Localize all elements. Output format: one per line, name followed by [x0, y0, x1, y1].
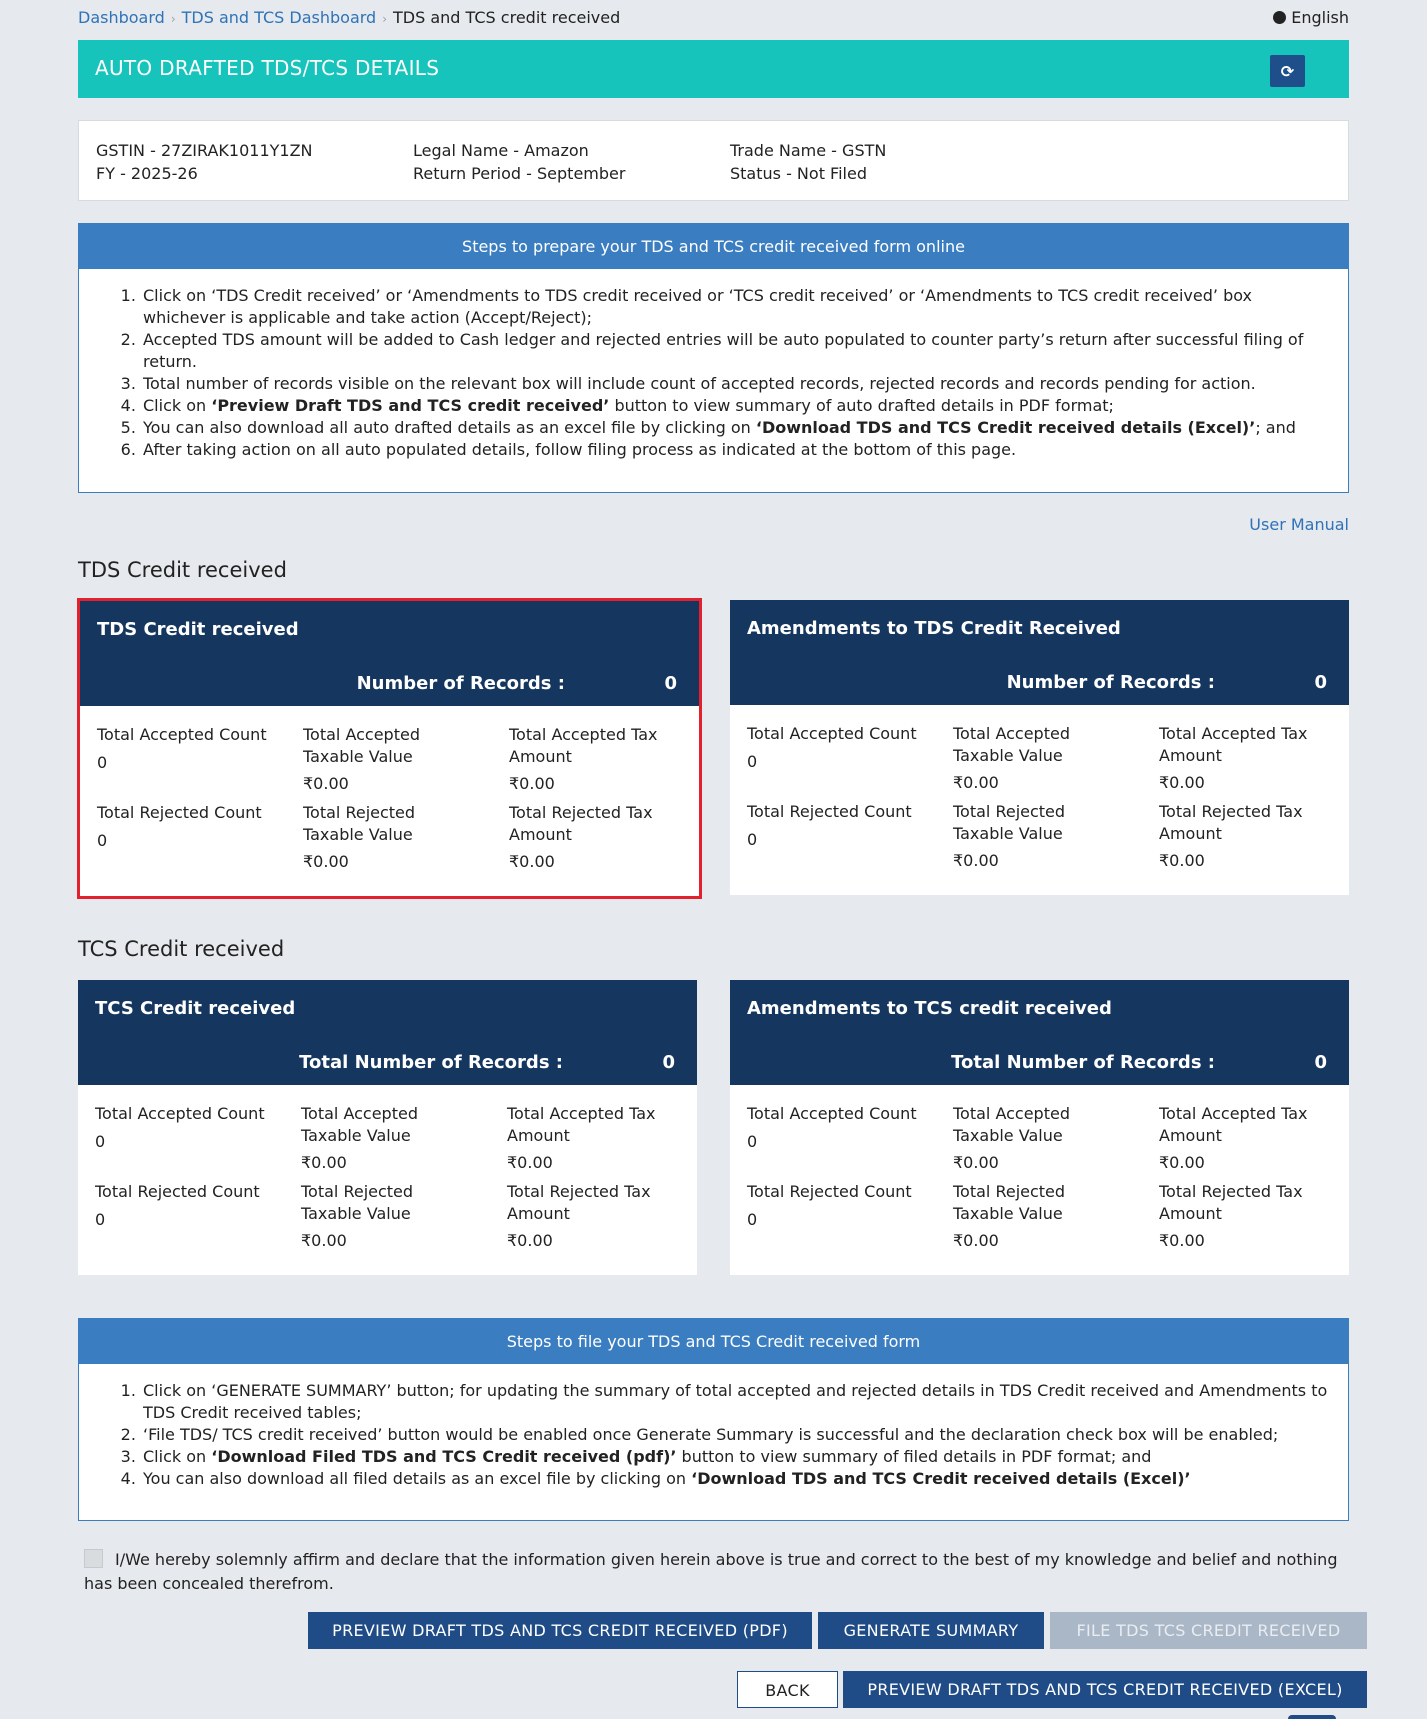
accepted-taxable-value: ₹0.00 — [301, 1153, 347, 1172]
return-period: Return Period - September — [413, 164, 626, 183]
rejected-count-label: Total Rejected Count — [747, 1182, 912, 1201]
records-label: Number of Records : — [356, 673, 565, 694]
rejected-tax-label-2: Amount — [1159, 1204, 1222, 1223]
rejected-tax-value: ₹0.00 — [509, 852, 555, 871]
accepted-count: 0 — [747, 1132, 758, 1151]
tcs-section-title: TCS Credit received — [78, 937, 285, 961]
breadcrumb-tds-tcs-dashboard[interactable]: TDS and TCS Dashboard — [181, 8, 377, 27]
accepted-count: 0 — [747, 752, 758, 771]
accepted-tax-label-1: Total Accepted Tax — [1159, 724, 1308, 743]
accepted-taxable-label-1: Total Accepted — [301, 1104, 418, 1123]
accepted-taxable-label-2: Taxable Value — [953, 1126, 1063, 1145]
file-steps-title: Steps to file your TDS and TCS Credit received form — [79, 1319, 1348, 1364]
rejected-tax-label-1: Total Rejected Tax — [1159, 1182, 1303, 1201]
accepted-taxable-value: ₹0.00 — [303, 774, 349, 793]
file-tds-tcs-button[interactable]: FILE TDS TCS CREDIT RECEIVED — [1050, 1612, 1367, 1649]
accepted-count-label: Total Accepted Count — [97, 725, 267, 744]
rejected-tax-value: ₹0.00 — [1159, 851, 1205, 870]
list-item: 2. ‘File TDS/ TCS credit received’ button would be enabled once Generate Summary is successful and the declaration check box will be enabled; — [141, 1424, 1328, 1446]
list-item: 1. Click on ‘GENERATE SUMMARY’ button; for updating the summary of total accepted and rejected details in TDS Credit received and Amendments to TDS Credit received tables; — [141, 1380, 1328, 1424]
list-item: 1. Click on ‘TDS Credit received’ or ‘Amendments to TDS credit received or ‘TCS credit received’ or ‘Amendments to TCS credit received’ box whichever is applicable and take action (Accept/Reject); — [141, 285, 1328, 329]
rejected-count-label: Total Rejected Count — [95, 1182, 260, 1201]
tds-credit-card[interactable] — [80, 601, 699, 896]
list-item: 5. You can also download all auto drafted details as an excel file by clicking on ‘Download TDS and TCS Credit received details (Excel)’; and — [141, 417, 1328, 439]
rejected-taxable-label-2: Taxable Value — [303, 825, 413, 844]
trade-name: Trade Name - GSTN — [730, 141, 887, 160]
rejected-count-label: Total Rejected Count — [97, 803, 262, 822]
card-title: TCS Credit received — [95, 998, 296, 1019]
accepted-tax-label-1: Total Accepted Tax — [509, 725, 658, 744]
records-count: 0 — [1314, 1052, 1327, 1073]
legal-name: Legal Name - Amazon — [413, 141, 589, 160]
rejected-taxable-label-1: Total Rejected — [953, 802, 1066, 821]
rejected-taxable-label-1: Total Rejected — [953, 1182, 1066, 1201]
rejected-taxable-value: ₹0.00 — [953, 1231, 999, 1250]
list-item: 3. Click on ‘Download Filed TDS and TCS Credit received (pdf)’ button to view summary of filed details in PDF format; and — [141, 1446, 1328, 1468]
tds-amendments-card[interactable] — [730, 600, 1349, 895]
file-steps-panel — [78, 1318, 1349, 1521]
generate-summary-button[interactable]: GENERATE SUMMARY — [818, 1612, 1044, 1649]
accepted-tax-label-2: Amount — [509, 747, 572, 766]
rejected-count: 0 — [97, 831, 108, 850]
refresh-button[interactable] — [1270, 55, 1305, 87]
rejected-taxable-value: ₹0.00 — [953, 851, 999, 870]
language-selector[interactable] — [1273, 8, 1349, 27]
accepted-tax-label-2: Amount — [507, 1126, 570, 1145]
accepted-count-label: Total Accepted Count — [747, 724, 917, 743]
accepted-count: 0 — [97, 753, 108, 772]
preview-draft-pdf-button[interactable]: PREVIEW DRAFT TDS AND TCS CREDIT RECEIVED (PDF) — [308, 1612, 812, 1649]
file-steps-list — [79, 1364, 1348, 1510]
accepted-taxable-label-1: Total Accepted — [953, 1104, 1070, 1123]
prepare-steps-list — [79, 269, 1348, 481]
page-header — [78, 40, 1349, 98]
accepted-tax-value: ₹0.00 — [507, 1153, 553, 1172]
breadcrumb — [78, 8, 1349, 32]
rejected-taxable-label-1: Total Rejected — [303, 803, 416, 822]
user-manual-link[interactable]: User Manual — [1249, 515, 1349, 534]
tcs-credit-card[interactable] — [78, 980, 697, 1275]
tds-section-title: TDS Credit received — [78, 558, 287, 582]
accepted-tax-label-1: Total Accepted Tax — [507, 1104, 656, 1123]
declaration-text: I/We hereby solemnly affirm and declare that the information given herein above is true and correct to the best of my knowledge and belief and nothing has been concealed therefrom. — [84, 1550, 1338, 1593]
list-item: 4. You can also download all filed details as an excel file by clicking on ‘Download TDS and TCS Credit received details (Excel)’ — [141, 1468, 1328, 1490]
list-item: 2. Accepted TDS amount will be added to Cash ledger and rejected entries will be auto populated to counter party’s return after successful filing of return. — [141, 329, 1328, 373]
rejected-tax-label-1: Total Rejected Tax — [1159, 802, 1303, 821]
rejected-taxable-value: ₹0.00 — [301, 1231, 347, 1250]
rejected-taxable-label-2: Taxable Value — [301, 1204, 411, 1223]
card-title: Amendments to TCS credit received — [747, 998, 1112, 1019]
rejected-tax-label-2: Amount — [507, 1204, 570, 1223]
tcs-amendments-card[interactable] — [730, 980, 1349, 1275]
rejected-taxable-value: ₹0.00 — [303, 852, 349, 871]
accepted-count-label: Total Accepted Count — [95, 1104, 265, 1123]
declaration-checkbox[interactable] — [84, 1549, 103, 1568]
rejected-tax-value: ₹0.00 — [507, 1231, 553, 1250]
rejected-tax-label-2: Amount — [1159, 824, 1222, 843]
taxpayer-info — [78, 120, 1349, 201]
accepted-tax-label-2: Amount — [1159, 746, 1222, 765]
chevron-right-icon: › — [170, 12, 176, 26]
records-label: Total Number of Records : — [299, 1052, 563, 1073]
list-item: 6. After taking action on all auto populated details, follow filing process as indicated at the bottom of this page. — [141, 439, 1328, 461]
rejected-taxable-label-2: Taxable Value — [953, 1204, 1063, 1223]
records-label: Total Number of Records : — [951, 1052, 1215, 1073]
declaration — [84, 1548, 1344, 1596]
chevron-right-icon: › — [382, 12, 388, 26]
language-label: English — [1291, 8, 1349, 27]
prepare-steps-panel — [78, 223, 1349, 493]
accepted-tax-label-1: Total Accepted Tax — [1159, 1104, 1308, 1123]
accepted-count-label: Total Accepted Count — [747, 1104, 917, 1123]
rejected-count: 0 — [747, 1210, 758, 1229]
rejected-count-label: Total Rejected Count — [747, 802, 912, 821]
rejected-taxable-label-2: Taxable Value — [953, 824, 1063, 843]
rejected-tax-label-1: Total Rejected Tax — [509, 803, 653, 822]
accepted-count: 0 — [95, 1132, 106, 1151]
accepted-tax-value: ₹0.00 — [1159, 773, 1205, 792]
accepted-taxable-label-1: Total Accepted — [953, 724, 1070, 743]
preview-draft-excel-button[interactable]: PREVIEW DRAFT TDS AND TCS CREDIT RECEIVED (EXCEL) — [843, 1671, 1367, 1708]
rejected-count: 0 — [747, 830, 758, 849]
breadcrumb-dashboard[interactable]: Dashboard — [78, 8, 165, 27]
records-count: 0 — [1314, 672, 1327, 693]
globe-icon — [1273, 11, 1286, 24]
refresh-icon: ⟳ — [1280, 61, 1295, 81]
page-title: AUTO DRAFTED TDS/TCS DETAILS — [95, 56, 440, 80]
rejected-tax-label-2: Amount — [509, 825, 572, 844]
card-title: Amendments to TDS Credit Received — [747, 618, 1121, 639]
rejected-count: 0 — [95, 1210, 106, 1229]
accepted-taxable-value: ₹0.00 — [953, 773, 999, 792]
filing-status: Status - Not Filed — [730, 164, 867, 183]
card-title: TDS Credit received — [97, 619, 299, 640]
financial-year: FY - 2025-26 — [96, 164, 198, 183]
accepted-taxable-value: ₹0.00 — [953, 1153, 999, 1172]
rejected-tax-label-1: Total Rejected Tax — [507, 1182, 651, 1201]
rejected-tax-value: ₹0.00 — [1159, 1231, 1205, 1250]
records-count: 0 — [662, 1052, 675, 1073]
accepted-tax-value: ₹0.00 — [509, 774, 555, 793]
scroll-to-top-tab[interactable] — [1288, 1715, 1336, 1719]
accepted-tax-label-2: Amount — [1159, 1126, 1222, 1145]
accepted-taxable-label-2: Taxable Value — [953, 746, 1063, 765]
records-label: Number of Records : — [1006, 672, 1215, 693]
gstin: GSTIN - 27ZIRAK1011Y1ZN — [96, 141, 313, 160]
back-button[interactable]: BACK — [737, 1671, 838, 1708]
accepted-taxable-label-1: Total Accepted — [303, 725, 420, 744]
accepted-taxable-label-2: Taxable Value — [303, 747, 413, 766]
list-item: 3. Total number of records visible on the relevant box will include count of accepted records, rejected records and records pending for action. — [141, 373, 1328, 395]
accepted-tax-value: ₹0.00 — [1159, 1153, 1205, 1172]
prepare-steps-title: Steps to prepare your TDS and TCS credit received form online — [79, 224, 1348, 269]
list-item: 4. Click on ‘Preview Draft TDS and TCS credit received’ button to view summary of auto drafted details in PDF format; — [141, 395, 1328, 417]
accepted-taxable-label-2: Taxable Value — [301, 1126, 411, 1145]
records-count: 0 — [664, 673, 677, 694]
rejected-taxable-label-1: Total Rejected — [301, 1182, 414, 1201]
breadcrumb-current: TDS and TCS credit received — [393, 8, 621, 27]
